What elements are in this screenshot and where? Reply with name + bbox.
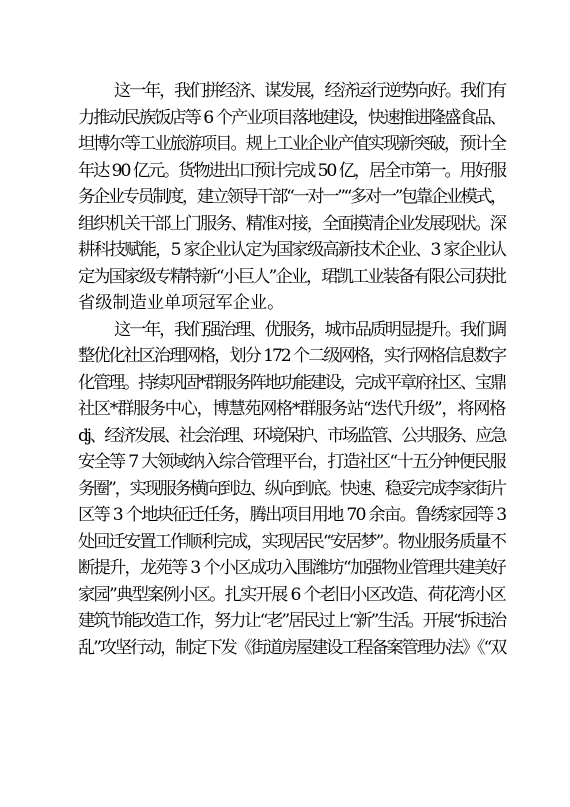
text-line: 务圈”，实现服务横向到边、纵向到底。快速、稳妥完成李家街片 (78, 478, 505, 499)
paragraph-governance (78, 317, 505, 662)
text-line: 断提升，龙苑等 3 个小区成功入围潍坊“加强物业管理共建美好 (78, 558, 505, 578)
text-line: 化管理。持续巩固*群服务阵地功能建设，完成平章府社区、宝鼎 (78, 372, 505, 393)
text-line: 定为国家级专精特新“小巨人”企业，珺凯工业装备有限公司获批 (78, 266, 505, 287)
text-line: 社区*群服务中心，博慧苑网格*群服务站“迭代升级”，将网格 (78, 399, 505, 419)
text-line: 这一年，我们强治理、优服务，城市品质明显提升。我们调 (114, 319, 505, 340)
text-line: 力推动民族饭店等 6 个产业项目落地建设，快速推进隆盛食品、 (78, 107, 505, 128)
text-line: 家园”典型案例小区。扎实开展 6 个老旧小区改造、荷花湾小区 (78, 584, 505, 605)
text-line: 务企业专员制度，建立领导干部“一对一”“多对一”包靠企业模式， (78, 187, 505, 207)
paragraph-economy (78, 78, 505, 317)
text-line: 整优化社区治理网格，划分 172 个二级网格，实行网格信息数字 (78, 346, 505, 366)
text-line: dj、经济发展、社会治理、环境保护、市场监管、公共服务、应急 (78, 425, 505, 446)
text-line: 组织机关干部上门服务、精准对接，全面摸清企业发展现状。深 (78, 213, 505, 234)
text-line: 乱”攻坚行动，制定下发《街道房屋建设工程备案管理办法》《“双 (78, 637, 506, 658)
text-line: 年达 90 亿元。货物进出口预计完成 50 亿，居全市第一。用好服 (78, 160, 505, 181)
text-line: 省级制造业单项冠军企业。 (78, 293, 285, 313)
text-line: 安全等 7 大领域纳入综合管理平台，打造社区“十五分钟便民服 (78, 452, 505, 472)
document-page (78, 78, 505, 661)
text-line: 处回迁安置工作顺利完成，实现居民“安居梦”。物业服务质量不 (78, 531, 505, 552)
text-line: 这一年，我们拼经济、谋发展，经济运行逆势向好。我们有 (114, 81, 505, 101)
text-line: 坦博尔等工业旅游项目。规上工业企业产值实现新突破，预计全 (78, 134, 505, 154)
text-line: 区等 3 个地块征迁任务，腾出项目用地 70 余亩。鲁绣家园等 3 (78, 505, 506, 525)
text-line: 建筑节能改造工作，努力让“老”居民过上“新”生活。开展“拆违治 (78, 611, 505, 631)
text-line: 耕科技赋能，5 家企业认定为国家级高新技术企业、3 家企业认 (78, 240, 505, 260)
